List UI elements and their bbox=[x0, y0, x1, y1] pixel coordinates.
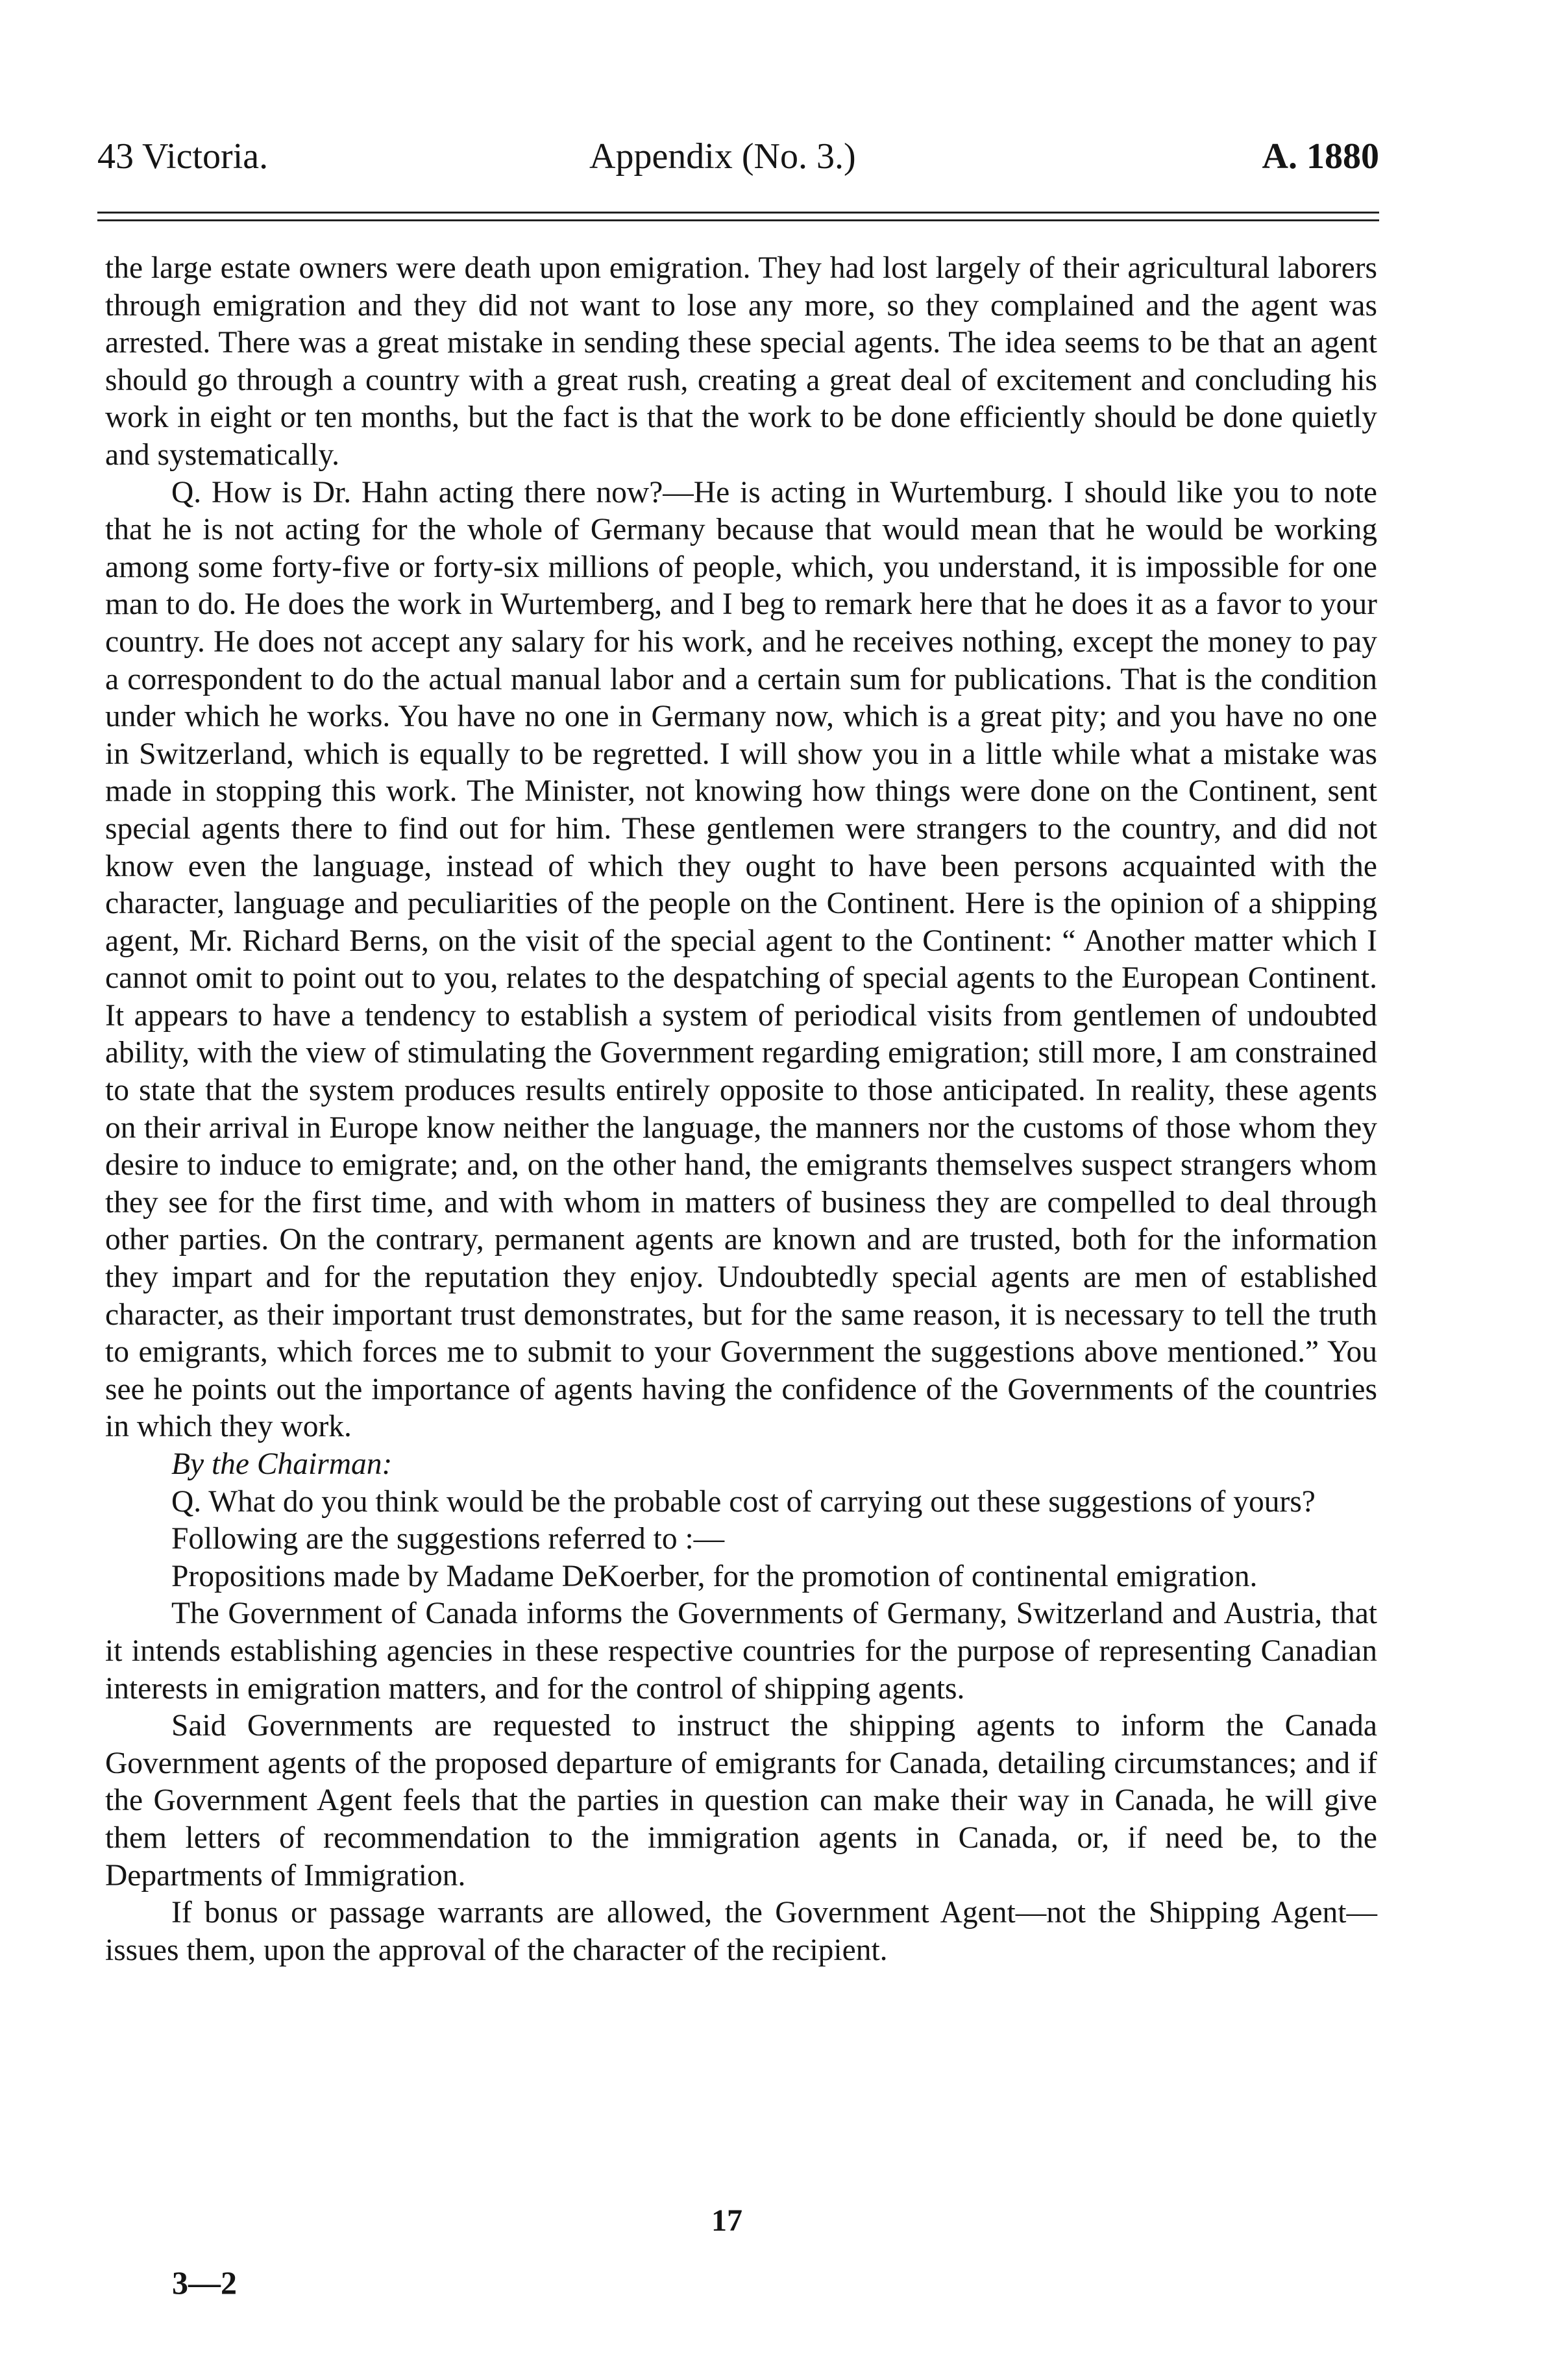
paragraph-propositions: Propositions made by Madame DeKoerber, for the promotion of continental emigration. bbox=[171, 1559, 1258, 1593]
paragraph-following: Following are the suggestions referred to :— bbox=[171, 1522, 725, 1556]
header-appendix: Appendix (No. 3.) bbox=[589, 136, 856, 177]
page-header bbox=[97, 134, 1379, 179]
page-body bbox=[105, 250, 1377, 1969]
header-session: 43 Victoria. bbox=[97, 136, 269, 177]
paragraph-government-informs: The Government of Canada informs the Governments of Germany, Switzerland and Austria, that it intends establishing agencies in these respective countries for the purpose of representing Canadian interests in emigration matters, and for the control of shipping agents. bbox=[105, 1597, 1377, 1706]
paragraph-bonus: If bonus or passage warrants are allowed, the Government Agent—not the Shipping Agent—issues them, upon the approval of the character of the recipient. bbox=[105, 1896, 1377, 1967]
page-number: 17 bbox=[711, 2203, 742, 2238]
speaker-heading: By the Chairman: bbox=[171, 1447, 393, 1481]
signature-mark: 3—2 bbox=[172, 2264, 237, 2301]
paragraph-question-cost: Q. What do you think would be the probable cost of carrying out these suggestions of yours? bbox=[171, 1484, 1316, 1519]
paragraph-continued: the large estate owners were death upon emigration. They had lost largely of their agricultural laborers through emigration and they did not want to lose any more, so they complained and the agent was arrested. There was a great mistake in sending these special agents. The idea seems to be that an agent should go through a country with a great rush, creating a great deal of excitement and concluding his work in eight or ten months, but the fact is that the work to be done efficiently should be done quietly and systematically. bbox=[105, 251, 1377, 472]
header-rule-bottom bbox=[97, 219, 1379, 221]
paragraph-shipping-agents: Said Governments are requested to instruct the shipping agents to inform the Canada Government agents of the proposed departure of emigrants for Canada, detailing circumstances; and if the Government Agent feels that the parties in question can make their way in Canada, he will give them letters of recommendation to the immigration agents in Canada, or, if need be, to the Departments of Immigration. bbox=[105, 1709, 1377, 1893]
header-year: A. 1880 bbox=[1262, 136, 1379, 177]
paragraph-hahn: Q. How is Dr. Hahn acting there now?—He is acting in Wurtemburg. I should like you to note that he is not acting for the whole of Germany because that would mean that he would be working among some forty-five or forty-six millions of people, which, you understand, it is impossible for one man to do. He does the work in Wurtemberg, and I beg to remark here that he does it as a favor to your country. He does not accept any salary for his work, and he receives nothing, except the money to pay a correspondent to do the actual manual labor and a certain sum for publications. That is the condition under which he works. You have no one in Germany now, which is a great pity; and you have no one in Switzerland, which is equally to be regretted. I will show you in a little while what a mistake was made in stopping this work. The Minister, not knowing how things were done on the Continent, sent special agents there to find out for him. These gentlemen were strangers to the country, and did not know even the language, instead of which they ought to have been persons acquainted with the character, language and peculiarities of the people on the Continent. Here is the opinion of a shipping agent, Mr. Richard Berns, on the visit of the special agent to the Continent: “ Another matter which I cannot omit to point out to you, relates to the despatching of special agents to the European Continent. It appears to have a tendency to establish a system of periodical visits from gentlemen of undoubted ability, with the view of stimulating the Government regarding emigration; still more, I am constrained to state that the system produces results entirely opposite to those anticipated. In reality, these agents on their arrival in Europe know neither the language, the manners nor the customs of those whom they desire to induce to emigrate; and, on the other hand, the emigrants themselves suspect strangers whom they see for the first time, and with whom in matters of business they are compelled to deal through other parties. On the contrary, permanent agents are known and are trusted, both for the information they impart and for the reputation they enjoy. Undoubtedly special agents are men of established character, as their important trust demonstrates, but for the same reason, it is necessary to tell the truth to emigrants, which forces me to submit to your Government the suggestions above mentioned.” You see he points out the importance of agents having the confidence of the Governments of the countries in which they work. bbox=[105, 475, 1377, 1444]
header-rule-top bbox=[97, 212, 1379, 214]
